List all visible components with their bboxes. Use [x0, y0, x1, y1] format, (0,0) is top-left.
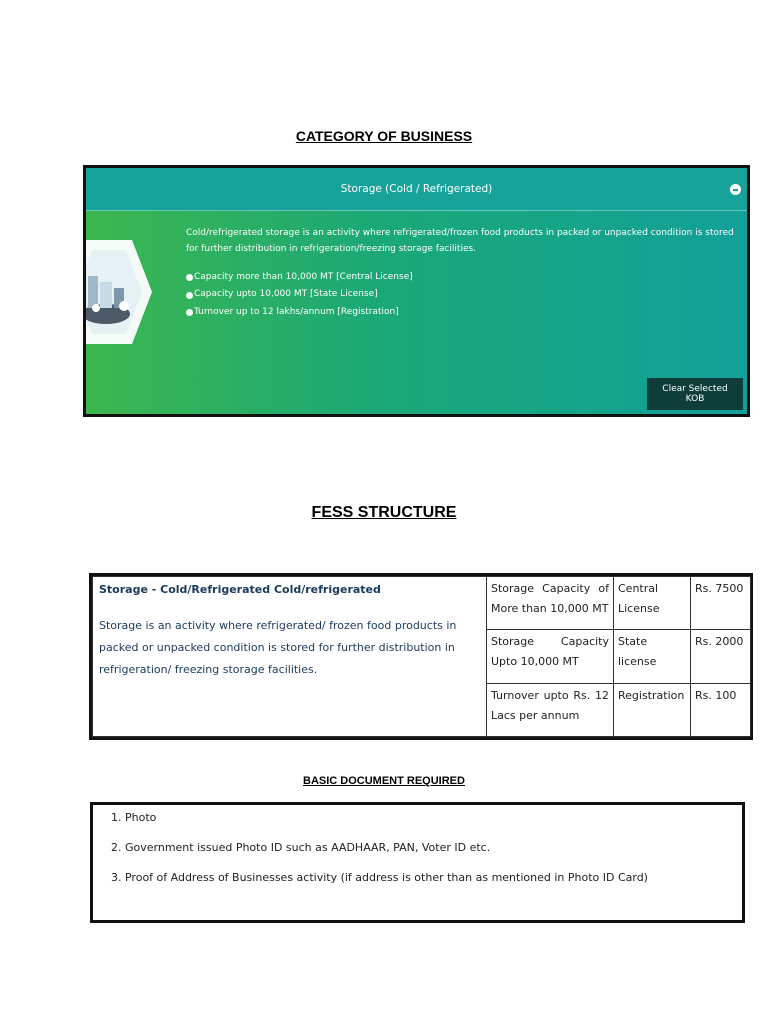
document-item: 2. Government issued Photo ID such as AADHAAR, PAN, Voter ID etc.	[111, 841, 491, 854]
fee-cell: Rs. 2000	[691, 630, 751, 683]
capacity-cell: Storage Capacity of More than 10,000 MT	[487, 577, 614, 630]
minus-circle-icon[interactable]	[730, 184, 741, 195]
license-cell: Registration	[614, 683, 691, 736]
kob-option-label: Capacity more than 10,000 MT [Central License]	[194, 271, 413, 282]
kob-card	[83, 165, 750, 417]
kob-option[interactable]	[186, 305, 746, 321]
document-item: 3. Proof of Address of Businesses activity (if address is other than as mentioned in Photo ID Card)	[111, 871, 648, 884]
clear-kob-button[interactable]: Clear Selected KOB	[647, 378, 743, 410]
kob-option[interactable]	[186, 287, 746, 303]
kob-option-label: Capacity upto 10,000 MT [State License]	[194, 289, 378, 300]
category-heading: CATEGORY OF BUSINESS	[295, 128, 473, 144]
capacity-cell: Turnover upto Rs. 12 Lacs per annum	[487, 683, 614, 736]
table-row	[93, 577, 751, 630]
fee-cell: Rs. 7500	[691, 577, 751, 630]
documents-box	[90, 802, 745, 923]
radio-bullet-icon[interactable]	[186, 274, 193, 281]
documents-heading: BASIC DOCUMENT REQUIRED	[303, 775, 465, 787]
kob-description: Cold/refrigerated storage is an activity where refrigerated/frozen food products in packed or unpacked condition is stored for further distribution in refrigeration/freezing storage facilities.	[186, 228, 734, 254]
kob-body	[186, 226, 746, 323]
fee-cell: Rs. 100	[691, 683, 751, 736]
fees-description-text: Storage is an activity where refrigerated/ frozen food products in packed or unpacked condition is stored for further distribution in refrigeration/ freezing storage facilities.	[99, 619, 457, 676]
kob-header[interactable]	[86, 168, 747, 211]
document-item: 1. Photo	[111, 811, 157, 824]
kob-options	[186, 270, 746, 321]
fees-description-cell	[93, 577, 487, 737]
kob-title: Storage (Cold / Refrigerated)	[340, 183, 493, 195]
capacity-cell: Storage Capacity Upto 10,000 MT	[487, 630, 614, 683]
cold-storage-illustration	[83, 238, 152, 346]
license-cell: State license	[614, 630, 691, 683]
license-cell: Central License	[614, 577, 691, 630]
kob-option-label: Turnover up to 12 lakhs/annum [Registration]	[194, 307, 399, 317]
radio-bullet-icon[interactable]	[186, 309, 193, 316]
fees-description-title: Storage - Cold/Refrigerated Cold/refrigerated	[99, 583, 381, 596]
kob-option[interactable]	[186, 270, 746, 286]
radio-bullet-icon[interactable]	[186, 292, 193, 299]
fees-heading: FESS STRUCTURE	[311, 504, 457, 521]
fees-table	[89, 573, 753, 740]
